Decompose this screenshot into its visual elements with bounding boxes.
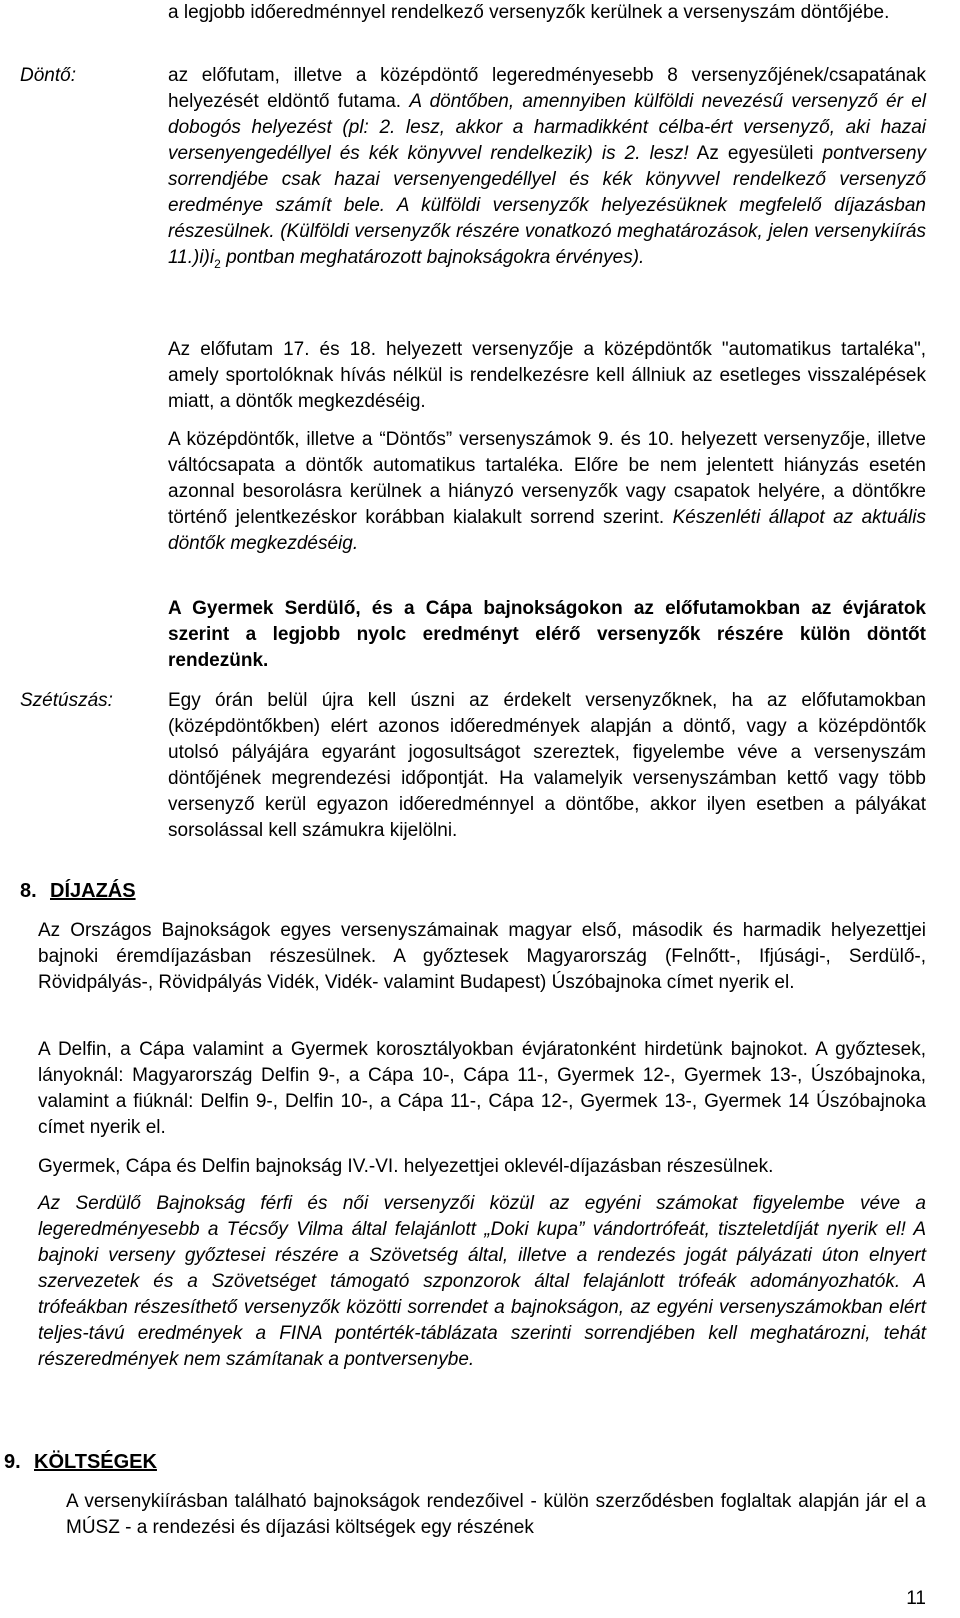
donto-p3-normal: A középdöntők, illetve a “Döntős” versenyszámok 9. és 10. helyezett versenyzője, illetve váltócsapata a döntők automatikus tartaléka. Előre be nem jelentett hiányzás esetén azonnal besorolásra kerülnek a hiányzó versenyzők vagy csapatok helyére, a döntőkre történő jelentkezéskor korábban kialakult sorrend szerint. [168,429,926,528]
donto-paragraph-1 [168,63,926,277]
section-8-number: 8. [20,880,37,902]
continuation-paragraph: a legjobb időeredménnyel rendelkező versenyzők kerülnek a versenyszám döntőjébe. [168,2,890,23]
section-9-paragraph-1 [66,1489,926,1541]
section-8-p2-text: A Delfin, a Cápa valamint a Gyermek korosztályokban évjáratonként hirdetünk bajnokot. A győztesek, lányoknál: Magyarország Delfin 9-, a Cápa 10-, Cápa 11-, Gyermek 12-, Gyermek 13-, Úszóbajnoka, valamint a fiúknál: Delfin 9-, Delfin 10-, a Cápa 11-, Cápa 12-, Gyermek 13-, Gyermek 14 Úszóbajnoka címet nyerik el. [38,1039,926,1138]
donto-label: Döntő: [20,65,76,86]
section-8-paragraph-3 [38,1154,926,1180]
section-9-title: KÖLTSÉGEK [34,1451,157,1473]
section-9-heading [4,1451,157,1474]
page-number: 11 [906,1588,926,1609]
donto-p1-italic3: pontban meghatározott bajnokságokra érvényes). [220,247,645,268]
donto-paragraph-3 [168,427,926,557]
section-8-heading [20,880,136,903]
szetuszas-label: Szétúszás: [20,690,113,711]
donto-p1-italic2: pontverseny sorrendjébe csak hazai versenyengedéllyel és kék könyvvel rendelkező versenyző eredménye számít bele. A külföldi versenyzők helyezésüknek megfelelő díjazásban részesülnek. (Külföldi versenyzők részére vonatkozó meghatározások, jelen versenykiírás 11.)i)i [168,143,927,268]
szetuszas-text: Egy órán belül újra kell úszni az érdekelt versenyzőknek, ha az előfutamokban (középdöntőkben) elért azonos időeredmények alapján a döntő, vagy a középdöntők utolsó pályájára egyaránt jogosultságot szereztek, figyelembe véve a versenyszám döntőjének megrendezési időpontját. Ha valamelyik versenyszámban kettő vagy több versenyző kerül egyazon időeredménnyel a döntőbe, akkor ilyen esetben a pályákat sorsolással kell számukra kijelölni. [168,690,926,841]
section-8-paragraph-1 [38,918,926,996]
section-9-number: 9. [4,1451,21,1473]
section-8-title: DÍJAZÁS [50,880,136,902]
donto-p1-italic: A döntőben, amennyiben külföldi nevezésű versenyző ér el dobogós helyezést (pl: 2. lesz, akkor a harmadikként célba-ért versenyző, aki hazai versenyengedéllyel és kék könyvvel rendelkezik) is 2. lesz! [168,91,927,164]
donto-p1-normal2: Az egyesületi [696,143,814,164]
donto-p4-bold: A Gyermek Serdülő, és a Cápa bajnokságokon az előfutamokban az évjáratok szerint a legjobb nyolc eredményt elérő versenyzők részére külön döntőt rendezünk. [168,598,926,671]
section-9-p1-text: A versenykiírásban található bajnokságok rendezőivel - külön szerződésben foglaltak alapján jár el a MÚSZ - a rendezési és díjazási költségek egy részének [66,1491,926,1538]
section-8-paragraph-4 [38,1191,926,1373]
donto-p1-subscript: 2 [214,256,221,271]
section-8-p4-text: Az Serdülő Bajnokság férfi és női versenyzői közül az egyéni számokat figyelembe véve a legeredményesebb a Técsőy Vilma által felajánlott „Doki kupa” vándortrófeát, tiszteletdíját nyerik el! A bajnoki verseny győztesei részére a Szövetség által, illetve a rendezés jogát pályázati úton elnyert szervezetek és a Szövetséget támogató szponzorok által felajánlott trófeák adományozhatók. A trófeákban részesíthető versenyzők közötti sorrendet a bajnokságon, az egyéni versenyszámokban elért teljes-távú eredmények a FINA pontérték-táblázata szerinti sorrendjében kell meghatározni, tehát részeredmények nem számítanak a pontversenybe. [38,1193,926,1370]
section-8-p1-text: Az Országos Bajnokságok egyes versenyszámainak magyar első, második és harmadik helyezettjei bajnoki éremdíjazásban részesülnek. A győztesek Magyarország (Felnőtt-, Ifjúsági-, Serdülő-, Rövidpályás-, Rövidpályás Vidék, Vidék- valamint Budapest) Úszóbajnoka címet nyerik el. [38,920,926,993]
donto-p2-text: Az előfutam 17. és 18. helyezett versenyzője a középdöntők "automatikus tartaléka", amely sportolóknak hívás nélkül is rendelkezésre kell állniuk az esetleges visszalépések miatt, a döntők megkezdéséig. [168,339,926,412]
szetuszas-paragraph [168,688,926,844]
continuation-text [168,0,926,26]
donto-paragraph-2 [168,337,926,415]
section-8-p3-text: Gyermek, Cápa és Delfin bajnokság IV.-VI. helyezettjei oklevél-díjazásban részesülnek. [38,1156,774,1177]
section-8-paragraph-2 [38,1037,926,1141]
donto-p1-normal: az előfutam, illetve a középdöntő legeredményesebb 8 versenyzőjének/csapatának helyezését eldöntő futama. [168,65,926,112]
donto-p3-italic: Készenléti állapot az aktuális döntők megkezdéséig. [168,507,927,554]
donto-paragraph-4 [168,596,926,674]
